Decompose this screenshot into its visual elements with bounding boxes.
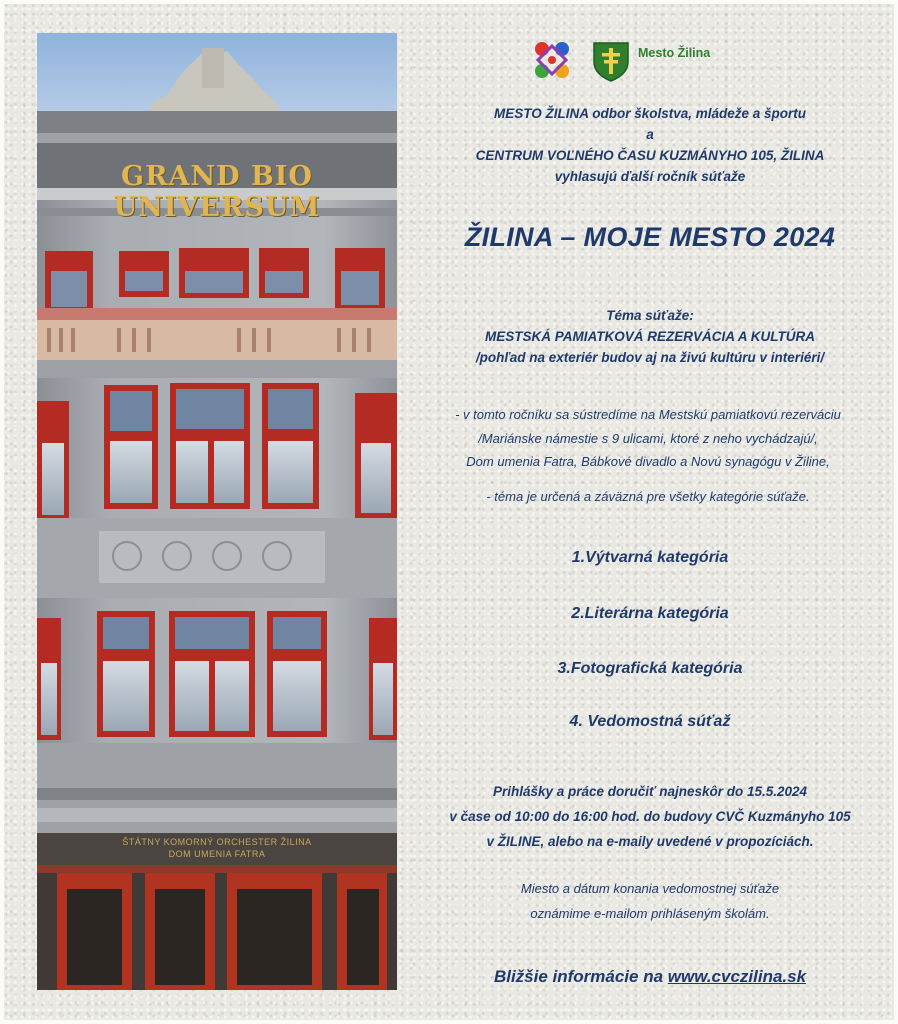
deadline-line: v ŽILINE, alebo na e-maily uvedené v propozíciách. <box>486 834 814 849</box>
zilina-coat-of-arms-icon <box>591 40 631 82</box>
theme-name: MESTSKÁ PAMIATKOVÁ REZERVÁCIA A KULTÚRA <box>485 329 815 344</box>
venue-line: Miesto a dátum konania vedomostnej súťaže <box>520 881 780 896</box>
website-link[interactable]: www.cvczilina.sk <box>667 967 807 986</box>
intro <box>410 103 890 187</box>
venue-line: oznámime e-mailom prihláseným školám. <box>530 906 770 921</box>
intro-line: CENTRUM VOĽNÉHO ČASU KUZMÁNYHO 105, ŽILINA <box>475 148 825 163</box>
theme-label: Téma súťaže: <box>606 308 694 323</box>
category-item: 1.Výtvarná kategória <box>571 549 729 566</box>
deadline-line: Prihlášky a práce doručiť najneskôr do 15.5.2024 <box>492 784 808 799</box>
more-info <box>410 967 890 987</box>
colorful-cvc-logo-icon <box>528 36 576 84</box>
city-name: Mesto Žilina <box>638 46 711 60</box>
facade-sign <box>37 836 397 860</box>
focus-line: - v tomto ročníku sa sústredíme na Mestskú pamiatkovú rezerváciu <box>455 407 841 422</box>
theme <box>410 305 890 368</box>
building-photo <box>37 33 397 990</box>
intro-line: a <box>646 127 654 142</box>
logos <box>525 36 745 86</box>
intro-line: vyhlasujú ďalší ročník súťaže <box>554 169 746 184</box>
category-item: 4. Vedomostná súťaž <box>569 713 731 730</box>
rule-note: - téma je určená a záväzná pre všetky kategórie súťaže. <box>486 489 810 504</box>
venue-note <box>410 876 890 926</box>
facade-line: DOM UMENIA FATRA <box>168 849 266 859</box>
theme-note: /pohľad na exteriér budov aj na živú kultúru v interiéri/ <box>475 350 825 365</box>
intro-line: MESTO ŽILINA odbor školstva, mládeže a športu <box>493 106 807 121</box>
category-item: 3.Fotografická kategória <box>557 660 743 677</box>
focus-description <box>403 403 893 474</box>
focus-line: Dom umenia Fatra, Bábkové divadlo a Novú synagógu v Žiline, <box>466 454 830 469</box>
page-title: ŽILINA – MOJE MESTO 2024 <box>464 222 836 252</box>
facade-line: ŠTÁTNY KOMORNÝ ORCHESTER ŽILINA <box>122 837 312 847</box>
deadline-line: v čase od 10:00 do 16:00 hod. do budovy CVČ Kuzmányho 105 <box>449 809 851 824</box>
building-sign: GRAND BIO UNIVERSUM <box>113 161 321 223</box>
more-info-prefix: Bližšie informácie na <box>493 967 668 986</box>
category-item: 2.Literárna kategória <box>571 605 729 622</box>
focus-line: /Mariánske námestie s 9 ulicami, ktoré z neho vychádzajú/, <box>478 430 818 446</box>
deadline <box>410 779 890 854</box>
